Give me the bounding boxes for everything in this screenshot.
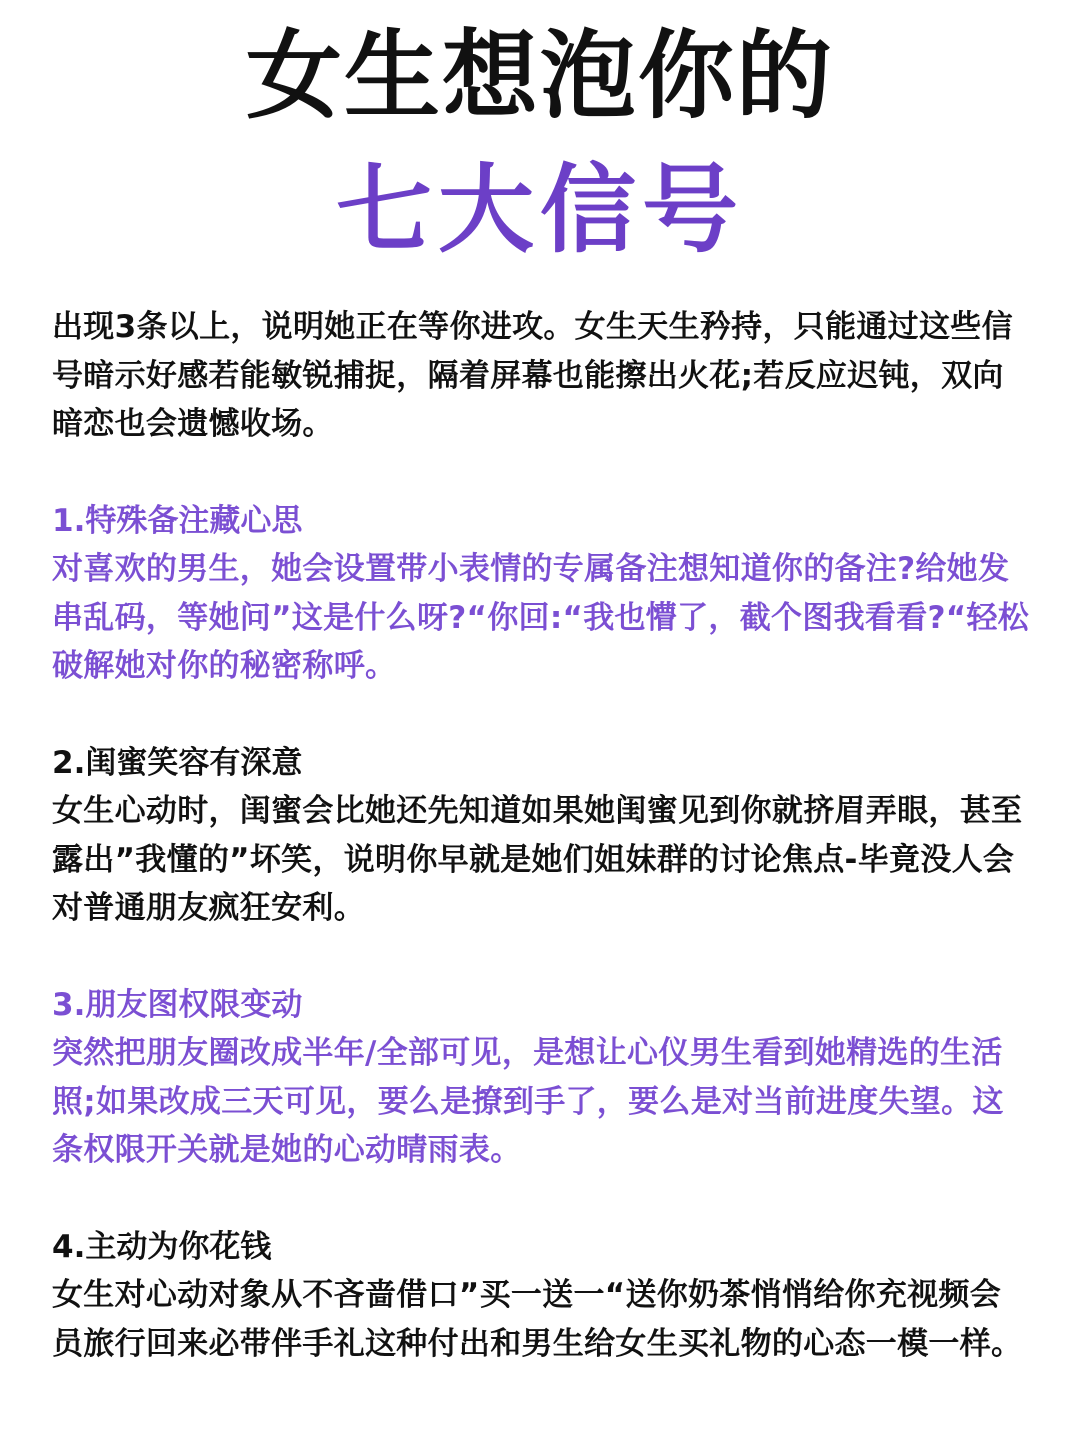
signal-body-3: 突然把朋友圈改成半年/全部可见，是想让心仪男生看到她精选的生活照;如果改成三天可见，要么是撩到手了，要么是对当前进度失望。这条权限开关就是她的心动晴雨表。 — [52, 1035, 1004, 1168]
signal-body-1: 对喜欢的男生，她会设置带小表情的专属备注想知道你的备注?给她发串乱码，等她问”这是什么呀?“你回:“我也懵了，截个图我看看?“轻松破解她对你的秘密称呼。 — [52, 551, 1030, 684]
article-body — [52, 303, 1032, 1368]
signal-heading-4: 4.主动为你花钱 — [52, 1228, 272, 1265]
page-subtitle: 七大信号 — [336, 154, 744, 266]
intro-paragraph: 出现3条以上，说明她正在等你进攻。女生天生矜持，只能通过这些信号暗示好感若能敏锐捕捉，隔着屏幕也能擦出火花;若反应迟钝，双向暗恋也会遗憾收场。 — [52, 309, 1013, 442]
signal-section-1 — [52, 497, 1032, 691]
signal-section-3 — [52, 981, 1032, 1175]
signal-section-4 — [52, 1223, 1032, 1369]
signal-body-4: 女生对心动对象从不吝啬借口”买一送一“送你奶茶悄悄给你充视频会员旅行回来必带伴手礼这种付出和男生给女生买礼物的心态一模一样。 — [52, 1277, 1023, 1362]
signal-body-2: 女生心动时，闺蜜会比她还先知道如果她闺蜜见到你就挤眉弄眼，甚至露出”我懂的”坏笑，说明你早就是她们姐妹群的讨论焦点-毕竟没人会对普通朋友疯狂安利。 — [52, 793, 1023, 926]
signal-heading-2: 2.闺蜜笑容有深意 — [52, 744, 303, 781]
page-title: 女生想泡你的 — [246, 20, 834, 132]
signal-heading-3: 3.朋友图权限变动 — [52, 986, 303, 1023]
signal-section-2 — [52, 739, 1032, 933]
signal-heading-1: 1.特殊备注藏心思 — [52, 502, 303, 539]
